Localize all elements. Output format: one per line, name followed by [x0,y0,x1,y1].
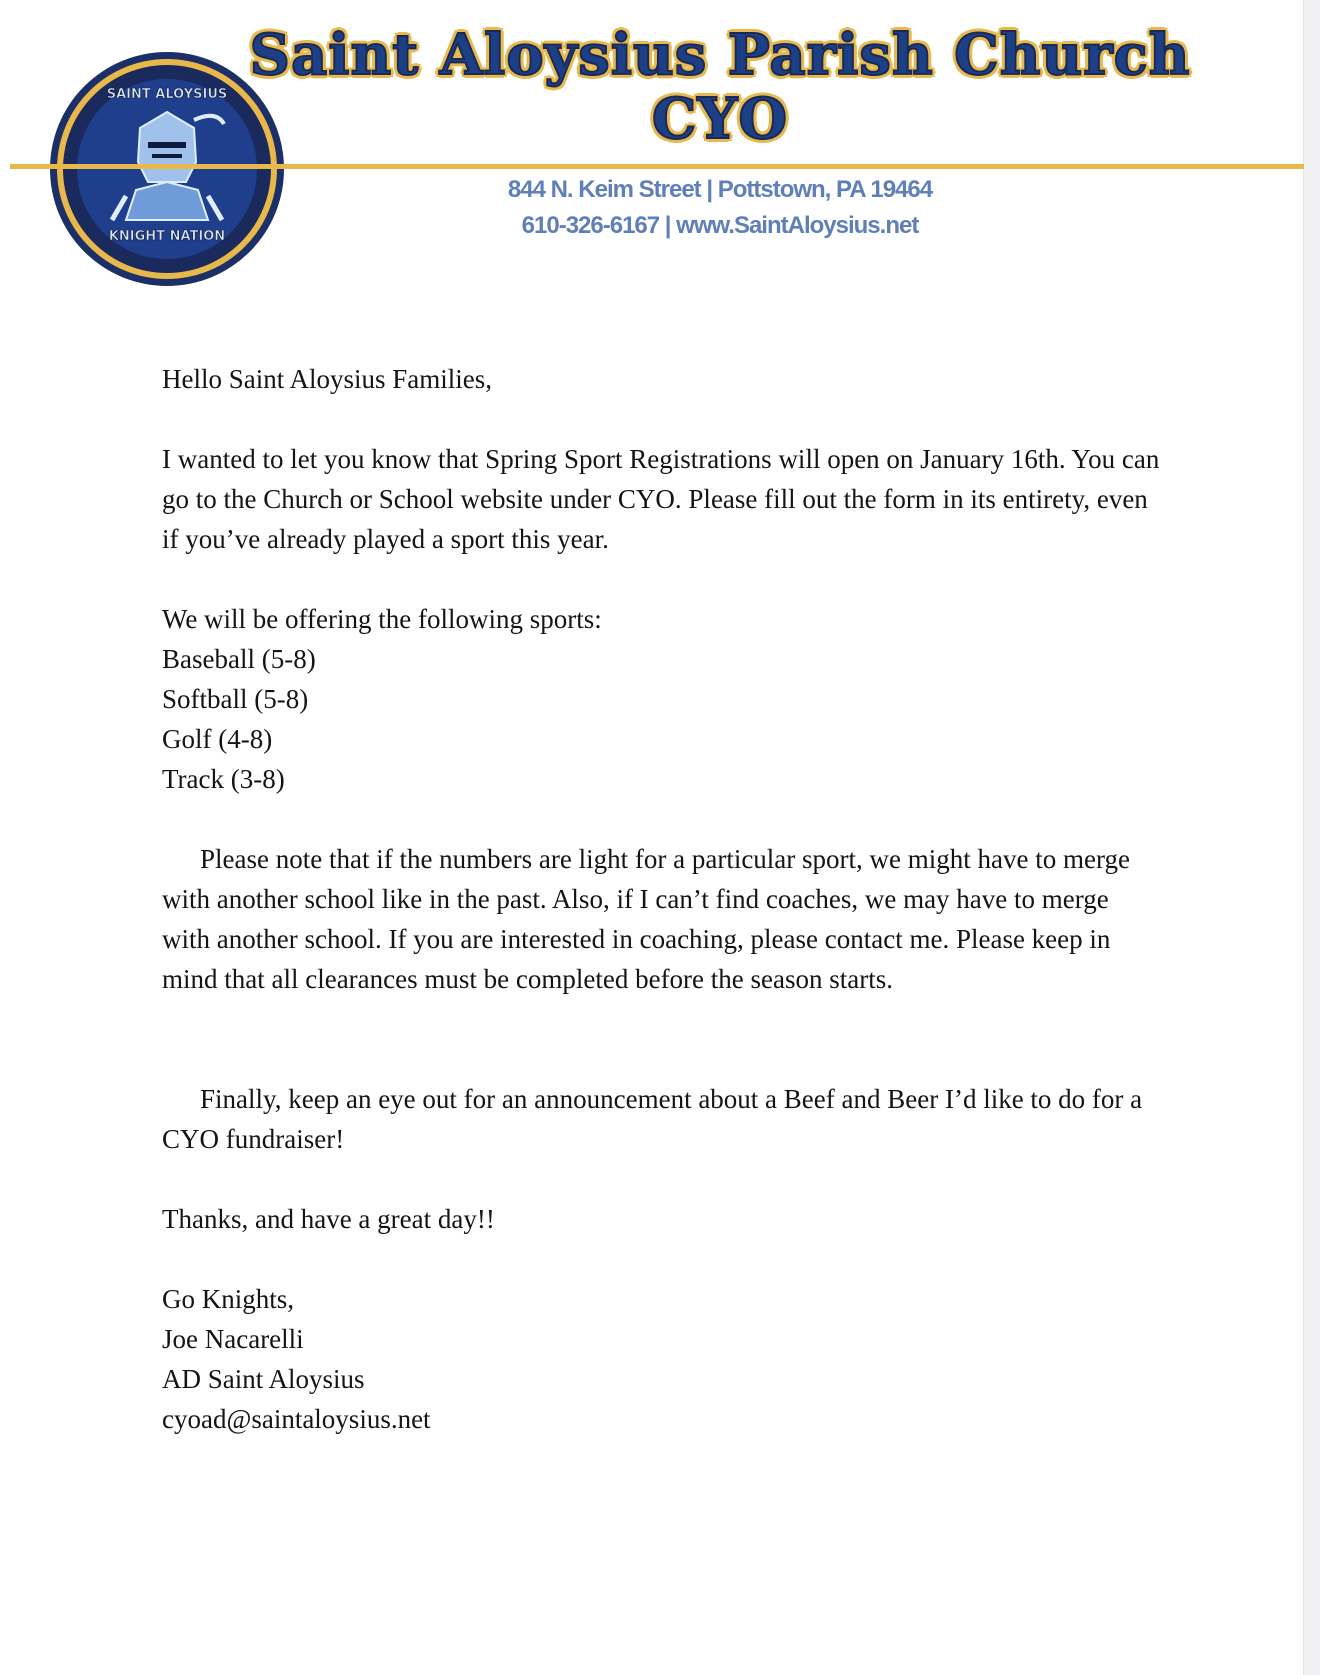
registration-paragraph: I wanted to let you know that Spring Sport Registrations will open on January 16th. You can go to the Church or School website under CYO. Please fill out the form in its entirety, even if you’ve already played a sport this year. [162,444,1160,554]
church-title: Saint Aloysius Parish Church [249,22,1191,88]
logo-bottom-text: KNIGHT NATION [108,229,226,244]
signer-email: cyoad@saintaloysius.net [162,1404,431,1434]
greeting: Hello Saint Aloysius Families, [162,364,493,394]
sport-item: Golf (4-8) [162,724,273,754]
address-line: 844 N. Keim Street | Pottstown, PA 19464 [507,176,933,203]
header-rule [10,164,1304,169]
sport-item: Softball (5-8) [162,684,309,714]
merge-note-paragraph: Please note that if the numbers are light for a particular sport, we might have to merge with another school like in the past. Also, if I can’t find coaches, we may have to merge with another school. If you are interested in coaching, please contact me. Please keep in mind that all clearances must be completed before the season starts. [162,844,1130,994]
sports-intro: We will be offering the following sports: [162,604,602,634]
fundraiser-paragraph: Finally, keep an eye out for an announcement about a Beef and Beer I’d like to do for a CYO fundraiser! [162,1084,1143,1154]
thanks-line: Thanks, and have a great day!! [162,1204,495,1234]
signoff: Go Knights, [162,1284,295,1314]
cyo-title: CYO [651,86,789,152]
page-edge [1303,0,1320,1675]
signer-name: Joe Nacarelli [162,1324,304,1354]
signer-role: AD Saint Aloysius [162,1364,365,1394]
contact-line: 610-326-6167 | www.SaintAloysius.net [521,212,919,239]
sport-item: Track (3-8) [162,764,285,794]
sport-item: Baseball (5-8) [162,644,316,674]
logo-top-text: SAINT ALOYSIUS [106,87,228,102]
